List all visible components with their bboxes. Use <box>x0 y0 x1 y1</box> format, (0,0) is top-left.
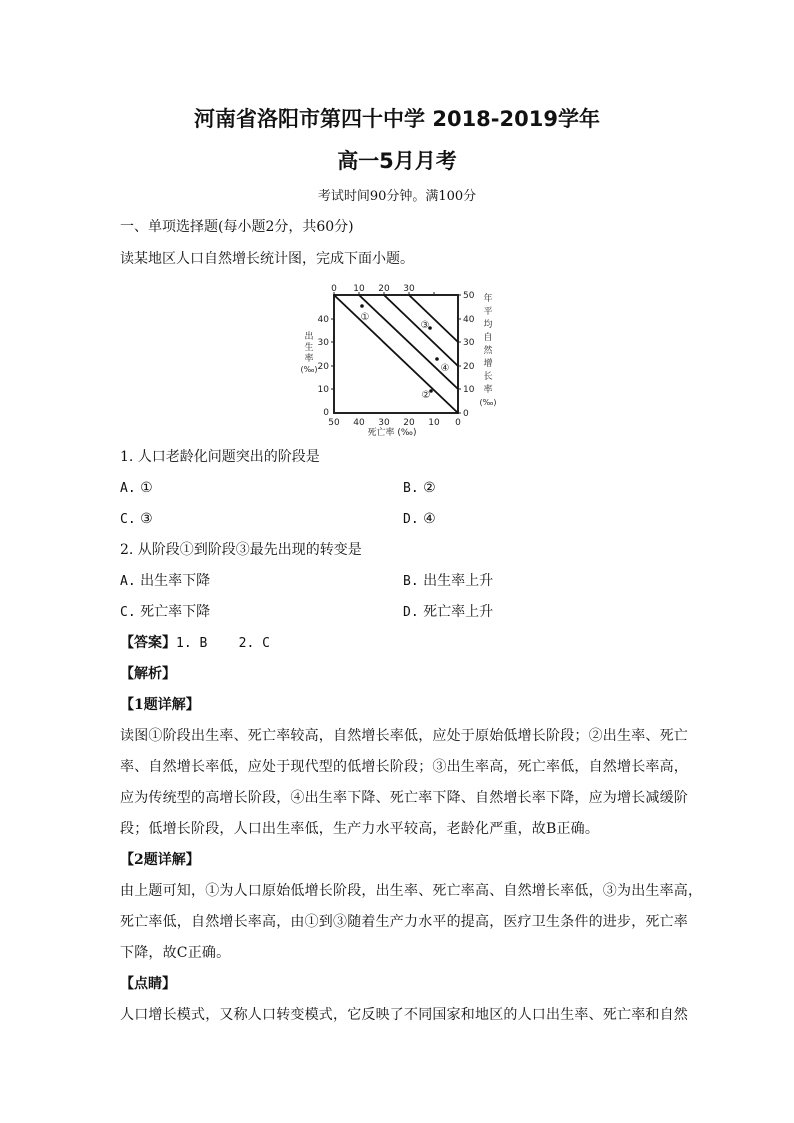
stage-label-4: ④ <box>440 363 450 374</box>
q1-detail-line: 段；低增长阶段，人口出生率低，生产力水平较高，老龄化严重，故B正确。 <box>120 821 600 837</box>
top-tick: 30 <box>403 284 415 294</box>
top-tick: 20 <box>378 284 390 294</box>
right-tick: 0 <box>463 409 469 419</box>
q2-detail-line: 下降，故C正确。 <box>120 945 231 961</box>
right-label-char: 年 <box>483 294 493 304</box>
bottom-label: 死亡率 (‰) <box>367 428 417 438</box>
bottom-tick: 30 <box>378 418 390 428</box>
stage-label-2: ② <box>421 390 431 401</box>
q1-detail-line: 率、自然增长率低，应处于现代型的低增长阶段；③出生率高，死亡率低，自然增长率高， <box>120 759 688 775</box>
option-text: ③ <box>140 511 153 527</box>
bottom-tick: 40 <box>353 418 365 428</box>
question-2-stem: 2. 从阶段①到阶段③最先出现的转变是 <box>120 542 362 558</box>
population-growth-chart <box>300 283 500 438</box>
left-label-char: 出 <box>304 332 314 342</box>
question-1-row-2 <box>120 510 680 529</box>
tip-line: 人口增长模式，又称人口转变模式，它反映了不同国家和地区的人口出生率、死亡率和自然 <box>120 1007 688 1023</box>
answer-line <box>120 634 680 653</box>
right-tick: 10 <box>463 385 475 395</box>
option-d: D. 死亡率上升 <box>403 604 494 620</box>
right-label-char: 长 <box>483 372 493 382</box>
left-tick: 40 <box>317 315 329 325</box>
bottom-tick: 50 <box>328 418 340 428</box>
right-label-char: 均 <box>483 320 493 330</box>
q1-detail-line: 读图①阶段出生率、死亡率较高，自然增长率低，应处于原始低增长阶段；②出生率、死亡 <box>120 728 688 744</box>
left-label-unit: (‰) <box>300 365 318 374</box>
option-key: C. <box>120 605 136 620</box>
option-key: A. <box>120 481 136 496</box>
title-line-2: 高一5月月考 <box>337 149 457 173</box>
option-text: ① <box>140 480 153 496</box>
top-tick: 10 <box>353 284 365 294</box>
left-label-char: 生 <box>304 343 314 353</box>
option-d: D. ④ <box>403 511 436 527</box>
right-label-char: 平 <box>483 307 493 317</box>
analysis-label: 【解析】 <box>120 666 176 682</box>
growth-line-30 <box>409 295 458 342</box>
right-label-unit: (‰) <box>479 398 497 407</box>
question-1-row-1 <box>120 479 680 498</box>
right-label-char: 然 <box>483 346 493 356</box>
q1-detail-line: 应为传统型的高增长阶段，④出生率下降、死亡率下降、自然增长率下降，应为增长减缓阶 <box>120 790 688 806</box>
question-1-stem: 1. 人口老龄化问题突出的阶段是 <box>120 449 320 465</box>
title-line-1: 河南省洛阳市第四十中学 2018-2019学年 <box>194 107 600 131</box>
right-tick: 20 <box>463 362 475 372</box>
q2-detail-line: 由上题可知，①为人口原始低增长阶段，出生率、死亡率高、自然增长率低，③为出生率高， <box>120 883 703 899</box>
left-tick: 10 <box>317 385 329 395</box>
top-tick: 0 <box>331 284 337 294</box>
stage-label-3: ③ <box>420 320 430 331</box>
option-b: B. 出生率上升 <box>403 573 494 589</box>
section-heading: 一、单项选择题(每小题2分，共60分) <box>120 219 354 235</box>
option-b: B. ② <box>403 480 436 496</box>
q1-detail-label: 【1题详解】 <box>120 697 200 713</box>
left-tick: 0 <box>323 408 329 418</box>
left-tick: 20 <box>317 362 329 372</box>
right-label-char: 率 <box>483 385 493 395</box>
tip-label: 【点睛】 <box>120 976 176 992</box>
answer-label: 【答案】 <box>120 635 176 651</box>
option-text: 死亡率下降 <box>140 604 211 620</box>
right-label-char: 自 <box>483 333 493 343</box>
right-tick: 50 <box>463 291 475 301</box>
stage-label-1: ① <box>360 312 370 323</box>
bottom-tick: 0 <box>455 418 461 428</box>
left-label-char: 率 <box>304 354 314 364</box>
q2-detail-label: 【2题详解】 <box>120 852 200 868</box>
exam-info: 考试时间90分钟。满100分 <box>317 189 477 204</box>
bottom-tick: 10 <box>428 418 440 428</box>
left-tick: 30 <box>317 338 329 348</box>
right-tick: 40 <box>463 315 475 325</box>
section-intro: 读某地区人口自然增长统计图，完成下面小题。 <box>120 251 414 267</box>
growth-line-10 <box>359 295 458 389</box>
question-2-row-2 <box>120 603 680 622</box>
right-tick: 30 <box>463 338 475 348</box>
answer-text: 1. B 2. C <box>176 636 270 651</box>
growth-line-0 <box>334 295 458 413</box>
option-key: C. <box>120 512 136 527</box>
question-2-row-1 <box>120 572 680 591</box>
bottom-tick: 20 <box>403 418 415 428</box>
option-key: A. <box>120 574 136 589</box>
q2-detail-line: 死亡率低，自然增长率高，由①到③随着生产力水平的提高，医疗卫生条件的进步，死亡率 <box>120 914 688 930</box>
right-label-char: 增 <box>483 359 493 369</box>
option-text: 出生率下降 <box>140 573 211 589</box>
